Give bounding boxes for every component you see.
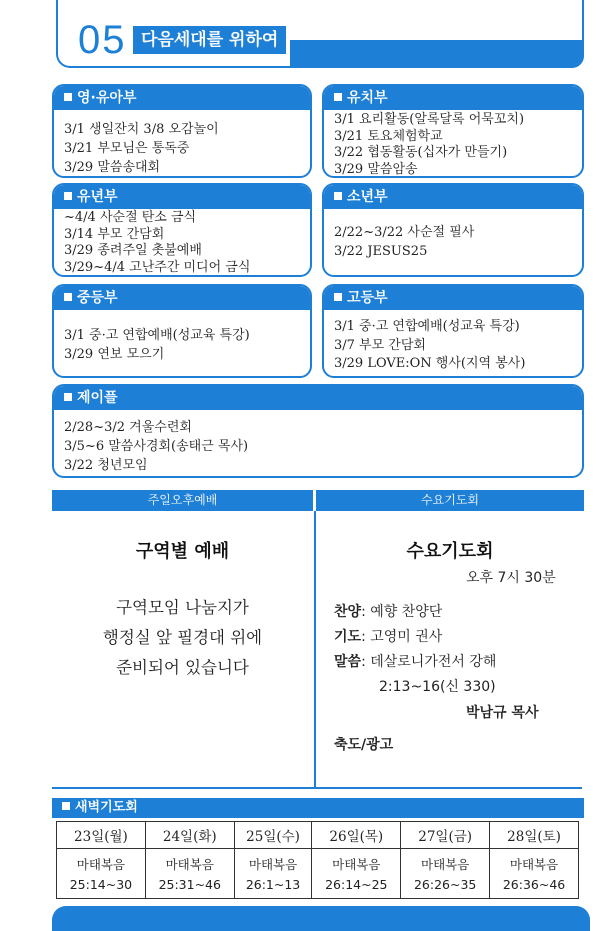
list-item: 3/21 부모님은 통독중 [64,141,190,156]
square-bullet-icon [334,293,342,301]
section-kinder-title: 유치부 [347,90,388,106]
passage-ref: 26:1~13 [245,876,301,892]
word-value: : 데살로니가전서 강해 [361,654,497,670]
dawn-prayer-header [52,798,584,818]
table-cell-passage [312,849,401,899]
wednesday-header: 수요기도회 [316,490,584,511]
section-children-header [54,185,310,209]
table-cell-passage [234,849,312,899]
section-disciple-header [54,386,582,410]
table-cell-day: 27일(금) [401,822,490,849]
page-title: 다음세대를 위하여 [133,26,286,54]
section-middle [52,284,312,378]
list-item: ~4/4 사순절 탄소 금식 [64,210,197,225]
section-middle-header [54,286,310,310]
section-kinder-header [324,86,582,110]
list-item: 3/1 요리활동(알록달록 어묵꼬치) [334,112,525,127]
passage-ref: 25:31~46 [158,876,221,892]
list-item: 3/1 생일잔치 3/8 오감놀이 [64,122,219,137]
square-bullet-icon [64,293,72,301]
section-high [322,284,584,378]
list-item: 3/29 말씀송대회 [64,160,161,175]
section-children-title: 유년부 [77,189,118,205]
square-bullet-icon [62,802,70,810]
section-kinder [322,84,584,178]
list-item: 3/22 JESUS25 [334,244,428,259]
passage-ref: 26:14~25 [325,876,388,892]
book-name: 마태복음 [165,856,214,872]
table-cell-passage [490,849,579,899]
section-youth-title: 소년부 [347,189,388,205]
section-divider [52,787,582,789]
prayer-label: 기도 [334,629,362,645]
square-bullet-icon [334,93,342,101]
square-bullet-icon [64,93,72,101]
table-cell-day: 28일(토) [490,822,579,849]
list-item: 3/22 협동활동(십자가 만들기) [334,145,508,160]
wednesday-word [334,651,496,671]
wednesday-time: 오후 7시 30분 [466,570,556,586]
dawn-prayer-table [56,821,579,899]
section-middle-title: 중등부 [77,290,118,306]
praise-label: 찬양 [334,604,362,620]
list-item: 3/29 말씀암송 [334,161,418,177]
section-infant [52,84,312,178]
list-item: 3/29 연보 모으기 [64,347,165,362]
book-name: 마태복음 [76,856,126,872]
wednesday-preacher: 박남규 목사 [466,705,539,721]
list-item: 3/29 LOVE:ON 행사(지역 봉사) [334,356,526,371]
list-item: 3/29 종려주일 촛불예배 [64,243,202,258]
table-cell-passage [401,849,490,899]
book-name: 마태복음 [421,856,470,872]
list-item: 3/21 토요체험학교 [334,128,443,144]
list-item: 3/1 중·고 연합예배(성교육 특강) [64,328,250,343]
wednesday-closing: 축도/광고 [334,737,394,753]
wednesday-title: 수요기도회 [406,541,494,562]
passage-ref: 26:26~35 [413,876,477,892]
passage-ref: 26:36~46 [502,876,566,892]
section-children [52,183,312,277]
section-high-title: 고등부 [347,290,388,306]
list-item: 3/5~6 말씀사경회(송태근 목사) [64,439,249,454]
sunday-pm-line-3: 준비되어 있습니다 [116,658,249,677]
book-name: 마태복음 [248,856,298,872]
list-item: 2/28~3/2 겨울수련회 [64,420,192,435]
section-youth-header [324,185,582,209]
table-cell-passage [57,849,146,899]
sunday-pm-header: 주일오후예배 [52,490,313,511]
section-high-header [324,286,582,310]
book-name: 마태복음 [332,856,381,872]
wednesday-praise [334,601,442,621]
sunday-pm-line-1: 구역모임 나눔지가 [116,598,249,617]
section-number: 05 [78,18,127,62]
list-item: 2/22~3/22 사순절 필사 [334,225,475,240]
dawn-prayer-title: 새벽기도회 [75,800,138,815]
square-bullet-icon [334,192,342,200]
footer-bar [52,906,590,931]
sunday-pm-title: 구역별 예배 [135,541,230,562]
table-cell-day: 23일(월) [57,822,146,849]
table-cell-day: 24일(화) [145,822,234,849]
header-bar [290,40,584,68]
passage-ref: 25:14~30 [69,876,133,892]
section-disciple [52,384,584,478]
table-cell-day: 26일(목) [312,822,401,849]
list-item: 3/14 부모 간담회 [64,226,165,242]
section-disciple-title: 제이플 [77,390,118,406]
prayer-value: : 고영미 권사 [361,629,443,645]
word-label: 말씀 [334,654,362,670]
table-row [57,822,579,849]
square-bullet-icon [64,393,72,401]
table-row [57,849,579,899]
table-cell-day: 25일(수) [234,822,312,849]
section-infant-title: 영·유아부 [77,90,137,106]
list-item: 3/1 중·고 연합예배(성교육 특강) [334,319,520,334]
wednesday-word-ref: 2:13~16(신 330) [379,679,496,695]
section-youth [322,183,584,277]
praise-value: : 예향 찬양단 [361,604,443,620]
square-bullet-icon [64,192,72,200]
wednesday-prayer [334,626,442,646]
sunday-pm-line-2: 행정실 앞 필경대 위에 [102,628,263,647]
section-infant-header [54,86,310,110]
table-cell-passage [145,849,234,899]
book-name: 마태복음 [509,856,559,872]
list-item: 3/29~4/4 고난주간 미디어 금식 [64,259,251,275]
list-item: 3/22 청년모임 [64,458,148,473]
list-item: 3/7 부모 간담회 [334,337,426,353]
